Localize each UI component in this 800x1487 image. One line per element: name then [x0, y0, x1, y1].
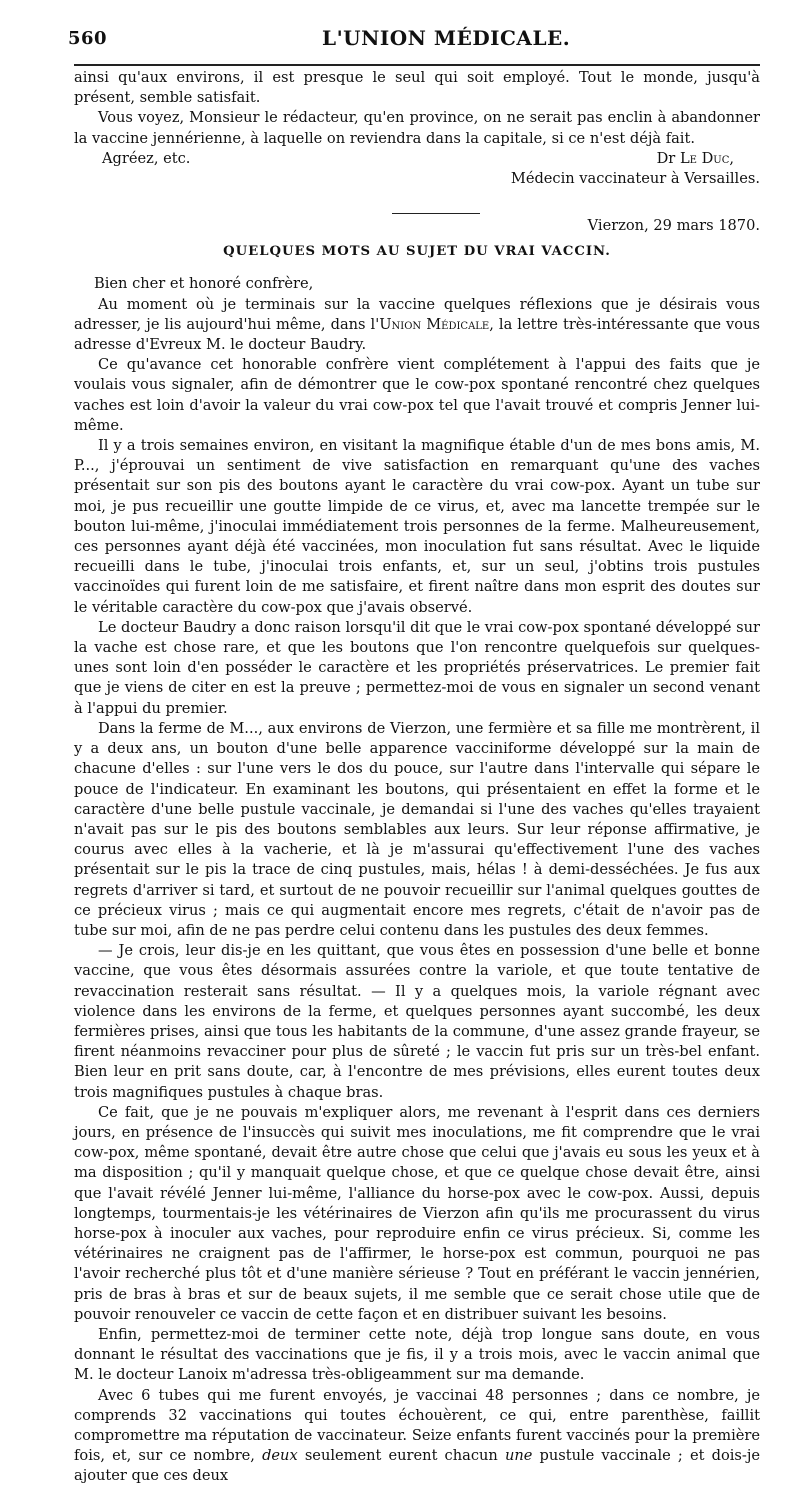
signature-prefix: Dr — [656, 150, 676, 168]
article-paragraph-8: Enfin, permettez-moi de terminer cette note, déjà trop longue sans doute, en vous donnant le résultat des vaccinations que je fis, il y a trois mois, avec le vaccin animal que M. le docteur Lanoix m'adressa très-obligeamment sur ma demande. — [74, 1325, 760, 1384]
article-paragraph-2: Ce qu'avance cet honorable confrère vient complétement à l'appui des faits que je voulais vous signaler, afin de démontrer que le cow-pox spontané rencontré chez quelques vaches est loin d'avoir la valeur du vrai cow-pox tel que l'avait trouvé et compris Jenner lui-même. — [74, 356, 760, 434]
page-body — [74, 68, 760, 1487]
p1-text-after: , la lettre très-intéressante que vous adresse d'Evreux M. le docteur Baudry. — [74, 315, 760, 354]
article-paragraph-9 — [74, 1386, 760, 1487]
p1-text-before: Au moment où je terminais sur la vaccine quelques réflexions que je désirais vous adresser, je lis aujourd'hui même, dans l' — [74, 295, 760, 333]
p9-emphasis-une: une — [504, 1447, 533, 1465]
page-number: 560 — [68, 28, 108, 49]
article-paragraph-6: — Je crois, leur dis-je en les quittant, que vous êtes en possession d'une belle et bonne vaccine, que vous êtes désormais assurées contre la variole, et que toute tentative de revaccination resterait sans résultat. — Il y a quelques mois, la variole régnant avec violence dans les environs de la ferme, et quelques personnes ayant succombé, les deux fermières prises, ainsi que tous les habitants de la commune, d'une assez grande frayeur, se firent néanmoins revacciner pour plus de sûreté ; le vaccin fut pris sur un très-bel enfant. Bien leur en prit sans doute, car, à l'encontre de mes prévisions, elles eurent toutes deux trois magnifiques pustules à chaque bras. — [74, 942, 760, 1101]
header-rule — [74, 64, 760, 66]
signature-title: Médecin vaccinateur à Versailles. — [510, 170, 760, 188]
previous-letter-paragraph: Vous voyez, Monsieur le rédacteur, qu'en province, on ne serait pas enclin à abandonner la vaccine jennérienne, à laquelle on reviendra dans la capitale, si ce n'est déjà fait. — [74, 109, 760, 147]
article-paragraph-7: Ce fait, que je ne pouvais m'expliquer alors, me revenant à l'esprit dans ces derniers jours, en présence de l'insuccès qui suivit mes inoculations, me fit comprendre que le vrai cow-pox, même spontané, devait être autre chose que celui que j'avais eu sous les yeux et à ma disposition ; qu'il y manquait quelque chose, et que ce quelque chose devait être, ainsi que l'avait révélé Jenner lui-même, l'alliance du horse-pox avec le cow-pox. Aussi, depuis longtemps, tourmentais-je les vétérinaires de Vierzon afin qu'ils me procurassent du virus horse-pox à inoculer aux vaches, pour reproduire enfin ce virus précieux. Si, comme les vétérinaires ne craignent pas de l'affirmer, le horse-pox est commun, pourquoi ne pas l'avoir recherché plus tôt et d'une manière sérieuse ? Tout en préférant le vaccin jennérien, pris de bras à bras et sur de beaux sujets, il me semble que ce serait chose utile que de pouvoir renouveler ce vaccin de cette façon et en distribuer suivant les besoins. — [74, 1103, 760, 1323]
article-paragraph-5: Dans la ferme de M..., aux environs de Vierzon, une fermière et sa fille me montrèrent, il y a deux ans, un bouton d'une belle apparence vacciniforme développé sur la main de chacune d'elles : sur l'une vers le dos du pouce, sur l'autre dans l'intervalle qui sépare le pouce de l'indicateur. En examinant les boutons, qui présentaient en effet la forme et le caractère d'une belle pustule vaccinale, je demandai si l'une des vaches qu'elles trayaient n'avait pas sur le pis des boutons semblables aux leurs. Sur leur réponse affirmative, je courus avec elles à la vacherie, et là je m'assurai qu'effectivement l'une des vaches présentait sur le pis la trace de cinq pustules, mais, hélas ! à demi-desséchées. Je fus aux regrets d'arriver si tard, et surtout de ne pouvoir recueillir sur l'animal quelques gouttes de ce précieux virus ; mais ce qui augmentait encore mes regrets, c'était de n'avoir pas de tube sur moi, afin de ne pas perdre celui contenu dans les pustules des deux femmes. — [74, 719, 760, 939]
article-title: QUELQUES MOTS AU SUJET DU VRAI VACCIN. — [223, 244, 611, 260]
journal-title: L'UNION MÉDICALE. — [322, 26, 571, 50]
section-separator — [392, 213, 480, 214]
page-header — [68, 22, 760, 58]
article-paragraph-4: Le docteur Baudry a donc raison lorsqu'il dit que le vrai cow-pox spontané développé sur la vache est chose rare, et que les boutons que l'on rencontre quelquefois sur quelques-unes sont loin d'en posséder le caractère et les propriétés préservatrices. Le premier fait que je viens de citer en est la preuve ; permettez-moi de vous en signaler un second venant à l'appui du premier. — [74, 618, 760, 717]
article-salutation: Bien cher et honoré confrère, — [94, 275, 314, 293]
p9-text-after: pustule vaccinale ; et dois-je ajouter que ces deux — [74, 1447, 760, 1485]
signature-name: Le Duc, — [679, 150, 734, 168]
previous-letter-continuation: ainsi qu'aux environs, il est presque le seul qui soit employé. Tout le monde, jusqu'à présent, semble satisfait. — [74, 69, 760, 107]
p9-text-before: Avec 6 tubes qui me furent envoyés, je vaccinai 48 personnes ; dans ce nombre, je comprends 32 vaccinations qui toutes échouèrent, ce qui, entre parenthèse, faillit compromettre ma réputation de vaccinateur. Seize enfants furent vaccinés pour la première fois, et, sur ce nombre, — [74, 1386, 760, 1465]
p9-text-middle: seulement eurent chacun — [297, 1447, 505, 1465]
article-paragraph-3: Il y a trois semaines environ, en visitant la magnifique étable d'un de mes bons amis, M. P..., j'éprouvai un sentiment de vive satisfaction en remarquant qu'une des vaches présentait sur son pis des boutons ayant le caractère du vrai cow-pox. Ayant un tube sur moi, je pus recueillir une goutte limpide de ce virus, et, avec ma lancette trempée sur le bouton lui-même, j'inoculai immédiatement trois personnes de la ferme. Malheureusement, ces personnes ayant déjà été vaccinées, mon inoculation fut sans résultat. Avec le liquide recueilli dans le tube, j'inoculai trois enfants, et, sur un seul, j'obtins trois pustules vaccinoïdes qui furent loin de me satisfaire, et firent naître dans mon esprit des doutes sur le véritable caractère du cow-pox que j'avais observé. — [74, 437, 760, 616]
p9-emphasis-deux: deux — [262, 1447, 298, 1465]
p1-journal-name: Union Médicale — [379, 315, 490, 333]
signature-name-line — [657, 149, 734, 169]
article-dateline: Vierzon, 29 mars 1870. — [587, 217, 760, 235]
previous-letter-closing: Agréez, etc. — [102, 149, 191, 167]
article-paragraph-1 — [74, 295, 760, 356]
